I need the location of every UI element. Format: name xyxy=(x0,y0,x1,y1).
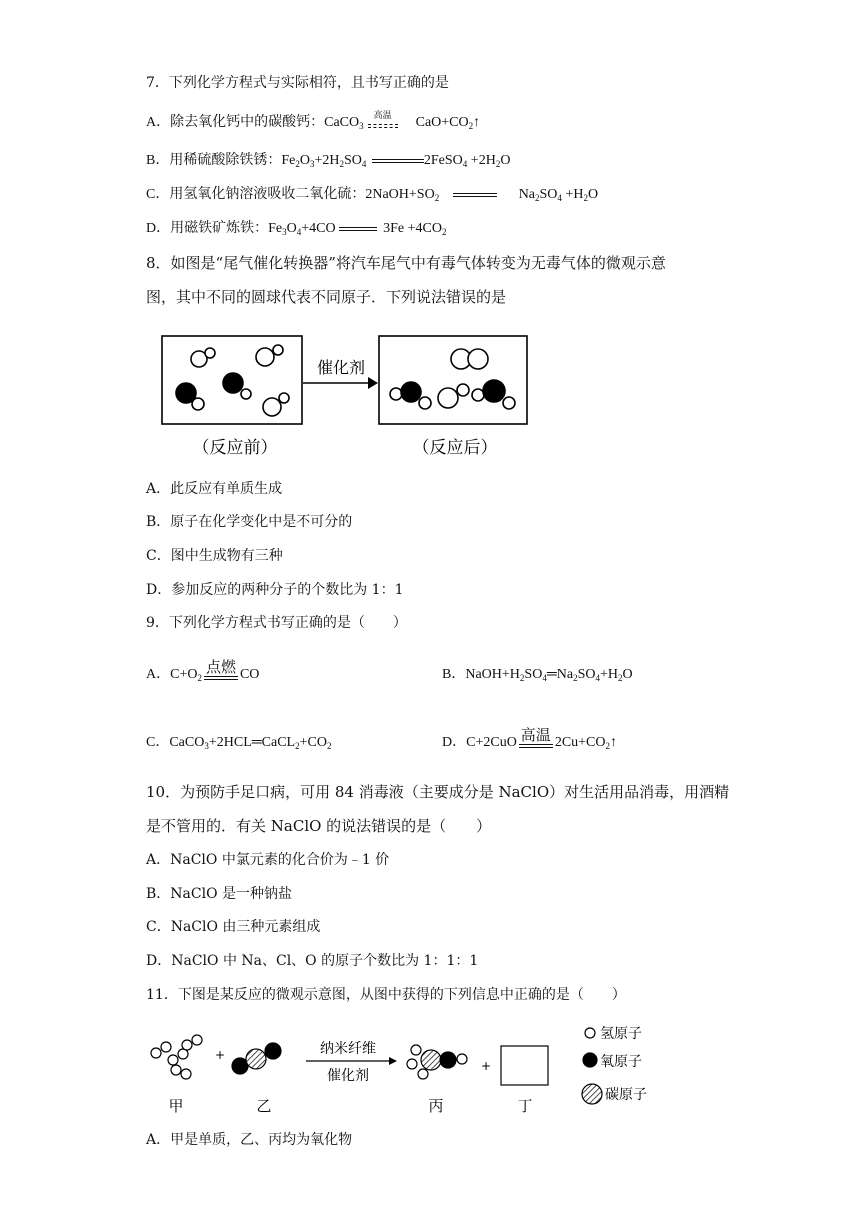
catalyst-label: 催化剂 xyxy=(316,358,366,377)
equals-sign xyxy=(453,193,497,197)
option-label: A．除去氧化钙中的碳酸钙： xyxy=(146,115,325,130)
label-ding: 丁 xyxy=(517,1097,533,1115)
plus-sign-2: + xyxy=(481,1059,492,1073)
q8-option-b[interactable]: B．原子在化学变化中是不可分的 xyxy=(146,514,353,530)
label-bing: 丙 xyxy=(428,1097,444,1115)
plus-sign-1: + xyxy=(215,1048,226,1062)
arrow-label-top: 纳米纤维 xyxy=(320,1041,376,1057)
option-label: B． xyxy=(442,667,466,682)
q10-option-a[interactable]: A．NaClO 中氯元素的化合价为﹣1 价 xyxy=(146,852,390,868)
option-label: B．用稀硫酸除铁锈： xyxy=(146,153,282,168)
q8-stem-line1: 8．如图是“尾气催化转换器”将汽车尾气中有毒气体转变为无毒气体的微观示意 xyxy=(146,254,666,272)
arrow-label-bottom: 催化剂 xyxy=(327,1068,369,1084)
q11-stem: 11．下图是某反应的微观示意图，从图中获得的下列信息中正确的是（ ） xyxy=(146,987,626,1003)
reaction-condition: 高温 xyxy=(519,744,553,753)
q8-option-d[interactable]: D．参加反应的两种分子的个数比为 1：1 xyxy=(146,582,404,598)
after-box xyxy=(379,336,527,424)
label-yi: 乙 xyxy=(256,1097,272,1115)
legend-carbon: 碳原子 xyxy=(605,1087,647,1103)
q9-option-b[interactable]: B．$NaOH+H_2SO_4═Na_2SO_4+H_2O$ xyxy=(442,667,633,683)
equals-sign xyxy=(339,227,377,231)
q8-option-a[interactable]: A．此反应有单质生成 xyxy=(146,481,283,497)
q8-stem-line2: 图，其中不同的圆球代表不同原子．下列说法错误的是 xyxy=(146,288,507,306)
q7-stem: 7．下列化学方程式与实际相符，且书写正确的是 xyxy=(146,75,449,91)
reaction-condition: 点燃 xyxy=(204,676,238,685)
q7-option-b[interactable]: B．用稀硫酸除铁锈：$Fe_2O_3+2H_2SO_4$ 2FeSO$_4$ $+2H_2O$ xyxy=(146,153,511,169)
reaction-condition: 高温 xyxy=(368,124,398,133)
q10-stem-line1: 10．为预防手足口病，可用 84 消毒液（主要成分是 NaClO）对生活用品消毒，用酒精 xyxy=(146,783,730,801)
q9-option-d[interactable]: D．C+2CuO 高温 $2Cu+CO_2↑$ xyxy=(442,728,617,751)
q8-option-c[interactable]: C．图中生成物有三种 xyxy=(146,548,283,564)
option-label: C． xyxy=(146,735,170,750)
legend-hydrogen: 氢原子 xyxy=(600,1026,642,1042)
q9-stem: 9．下列化学方程式书写正确的是（ ） xyxy=(146,615,407,631)
q9-option-a[interactable]: A．$C+O_2$ 点燃 CO xyxy=(146,660,260,683)
label-jia: 甲 xyxy=(168,1097,184,1115)
option-label: D．用磁铁矿炼铁： xyxy=(146,221,269,236)
option-label: A． xyxy=(146,667,171,682)
q11-reaction-diagram xyxy=(140,1015,680,1125)
equals-sign xyxy=(372,159,424,163)
q10-stem-line2: 是不管用的．有关 NaClO 的说法错误的是（ ） xyxy=(146,817,492,835)
q10-option-c[interactable]: C．NaClO 由三种元素组成 xyxy=(146,919,321,935)
legend-oxygen: 氧原子 xyxy=(600,1054,642,1070)
q8-reaction-diagram xyxy=(160,333,560,461)
after-label: （反应后） xyxy=(412,438,498,458)
q10-option-d[interactable]: D．NaClO 中 Na、Cl、O 的原子个数比为 1：1：1 xyxy=(146,953,479,969)
q10-option-b[interactable]: B．NaClO 是一种钠盐 xyxy=(146,886,293,902)
before-label: （反应前） xyxy=(192,438,278,458)
q7-option-d[interactable]: D．用磁铁矿炼铁：$Fe_3O_4+4CO$ $3Fe +4CO_2$ xyxy=(146,221,447,237)
q11-option-a[interactable]: A．甲是单质，乙、丙均为氧化物 xyxy=(146,1132,353,1148)
q7-option-a[interactable]: A．除去氧化钙中的碳酸钙：CaCO$_3$ 高温 $CaO+CO_2↑$ xyxy=(146,110,481,131)
option-label: C．用氢氧化钠溶液吸收二氧化硫： xyxy=(146,187,366,202)
q7-option-c[interactable]: C．用氢氧化钠溶液吸收二氧化硫：$2NaOH+SO_2$ $Na_2SO_4 +H_2O$ xyxy=(146,187,599,203)
option-label: D． xyxy=(442,735,467,750)
q9-option-c[interactable]: C．$CaCO_3+2HCL═CaCL_2+CO_2$ xyxy=(146,735,332,751)
